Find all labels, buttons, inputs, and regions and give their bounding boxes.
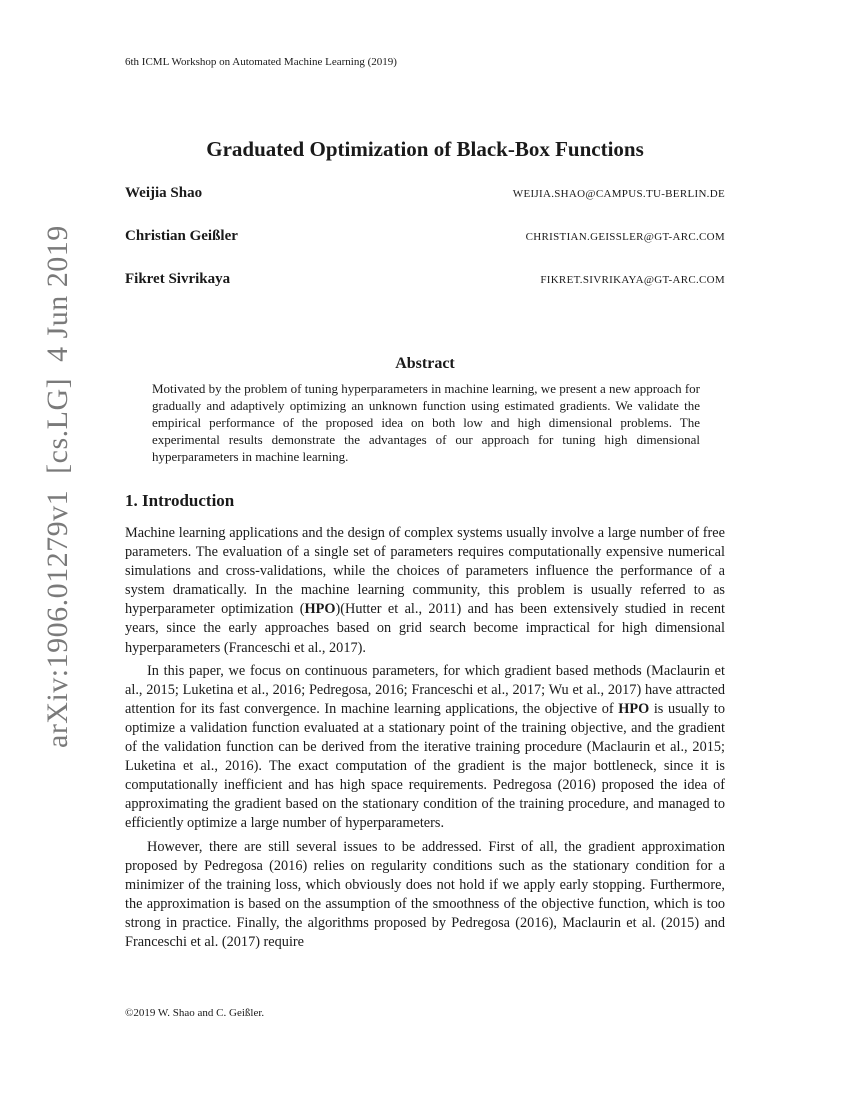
section-heading: 1. Introduction xyxy=(125,491,235,510)
author-row xyxy=(125,228,725,248)
intro-body xyxy=(125,524,725,956)
hpo-acronym: HPO xyxy=(304,601,336,618)
arxiv-watermark xyxy=(28,0,88,748)
hpo-acronym: HPO xyxy=(618,700,650,717)
author-name: Christian Geißler xyxy=(125,228,238,244)
abstract-text: Motivated by the problem of tuning hyperparameters in machine learning, we present a new approach for gradually and adaptively optimizing an unknown function using estimated gradients. We validate the empirical performance of the proposed idea on both low and high dimensional problems. The experimental results demonstrate the advantages of our approach for tuning high dimensional hyperparameters in machine learning. xyxy=(152,381,700,464)
author-row xyxy=(125,185,725,205)
arxiv-category: [cs.LG] xyxy=(41,377,74,474)
paragraph: Machine learning applications and the design of complex systems usually involve a large number of free parameters. The evaluation of a single set of parameters requires computationally expensive numerical simulations and cross-validations, while the choices of parameters influence the performance of a system dramatically. In the machine learning community, this problem is usually referred to as hyperparameter optimization (HPO)(Hutter et al., 2011) and has been extensively studied in recent years, since the early approaches based on grid search become impractical for high dimensional hyperparameters (Franceschi et al., 2017). xyxy=(125,525,725,656)
copyright-footer: ©2019 W. Shao and C. Geißler. xyxy=(125,1007,265,1019)
author-email: CHRISTIAN.GEISSLER@GT-ARC.COM xyxy=(525,231,725,243)
abstract-heading: Abstract xyxy=(395,355,455,372)
author-name: Weijia Shao xyxy=(125,185,203,201)
arxiv-id: arXiv:1906.01279v1 xyxy=(41,489,74,748)
paragraph: In this paper, we focus on continuous parameters, for which gradient based methods (Maclaurin et al., 2015; Luketina et al., 2016; Pedregosa, 2016; Franceschi et al., 2017; Wu et al., 2017) have attracted attention for its fast convergence. In machine learning applications, the objective of HPO is usually to optimize a validation function evaluated at a stationary point of the training objective, and the gradient of the validation function can be derived from the iterative training procedure (Maclaurin et al., 2015; Luketina et al., 2016). The exact computation of the gradient is the major bottleneck, since it is computationally inefficient and has high space requirements. Pedregosa (2016) proposed the idea of approximating the gradient based on the stationary condition of the training procedure, and managed to efficiently optimize a large number of hyperparameters. xyxy=(125,662,725,832)
author-row xyxy=(125,271,725,291)
author-email: FIKRET.SIVRIKAYA@GT-ARC.COM xyxy=(540,274,725,286)
venue-header: 6th ICML Workshop on Automated Machine Learning (2019) xyxy=(125,56,397,68)
paper-title: Graduated Optimization of Black-Box Functions xyxy=(206,137,644,161)
arxiv-date: 4 Jun 2019 xyxy=(41,225,74,362)
paragraph: However, there are still several issues to be addressed. First of all, the gradient approximation proposed by Pedregosa (2016) relies on regularity conditions such as the stationary condition for a minimizer of the training loss, which obviously does not hold if we apply early stopping. Furthermore, the approximation is based on the assumption of the smoothness of the objective function, which is too strong in practice. Finally, the algorithms proposed by Pedregosa (2016), Maclaurin et al. (2015) and Franceschi et al. (2017) require xyxy=(125,838,725,950)
author-email: WEIJIA.SHAO@CAMPUS.TU-BERLIN.DE xyxy=(512,188,725,200)
author-name: Fikret Sivrikaya xyxy=(125,271,231,287)
